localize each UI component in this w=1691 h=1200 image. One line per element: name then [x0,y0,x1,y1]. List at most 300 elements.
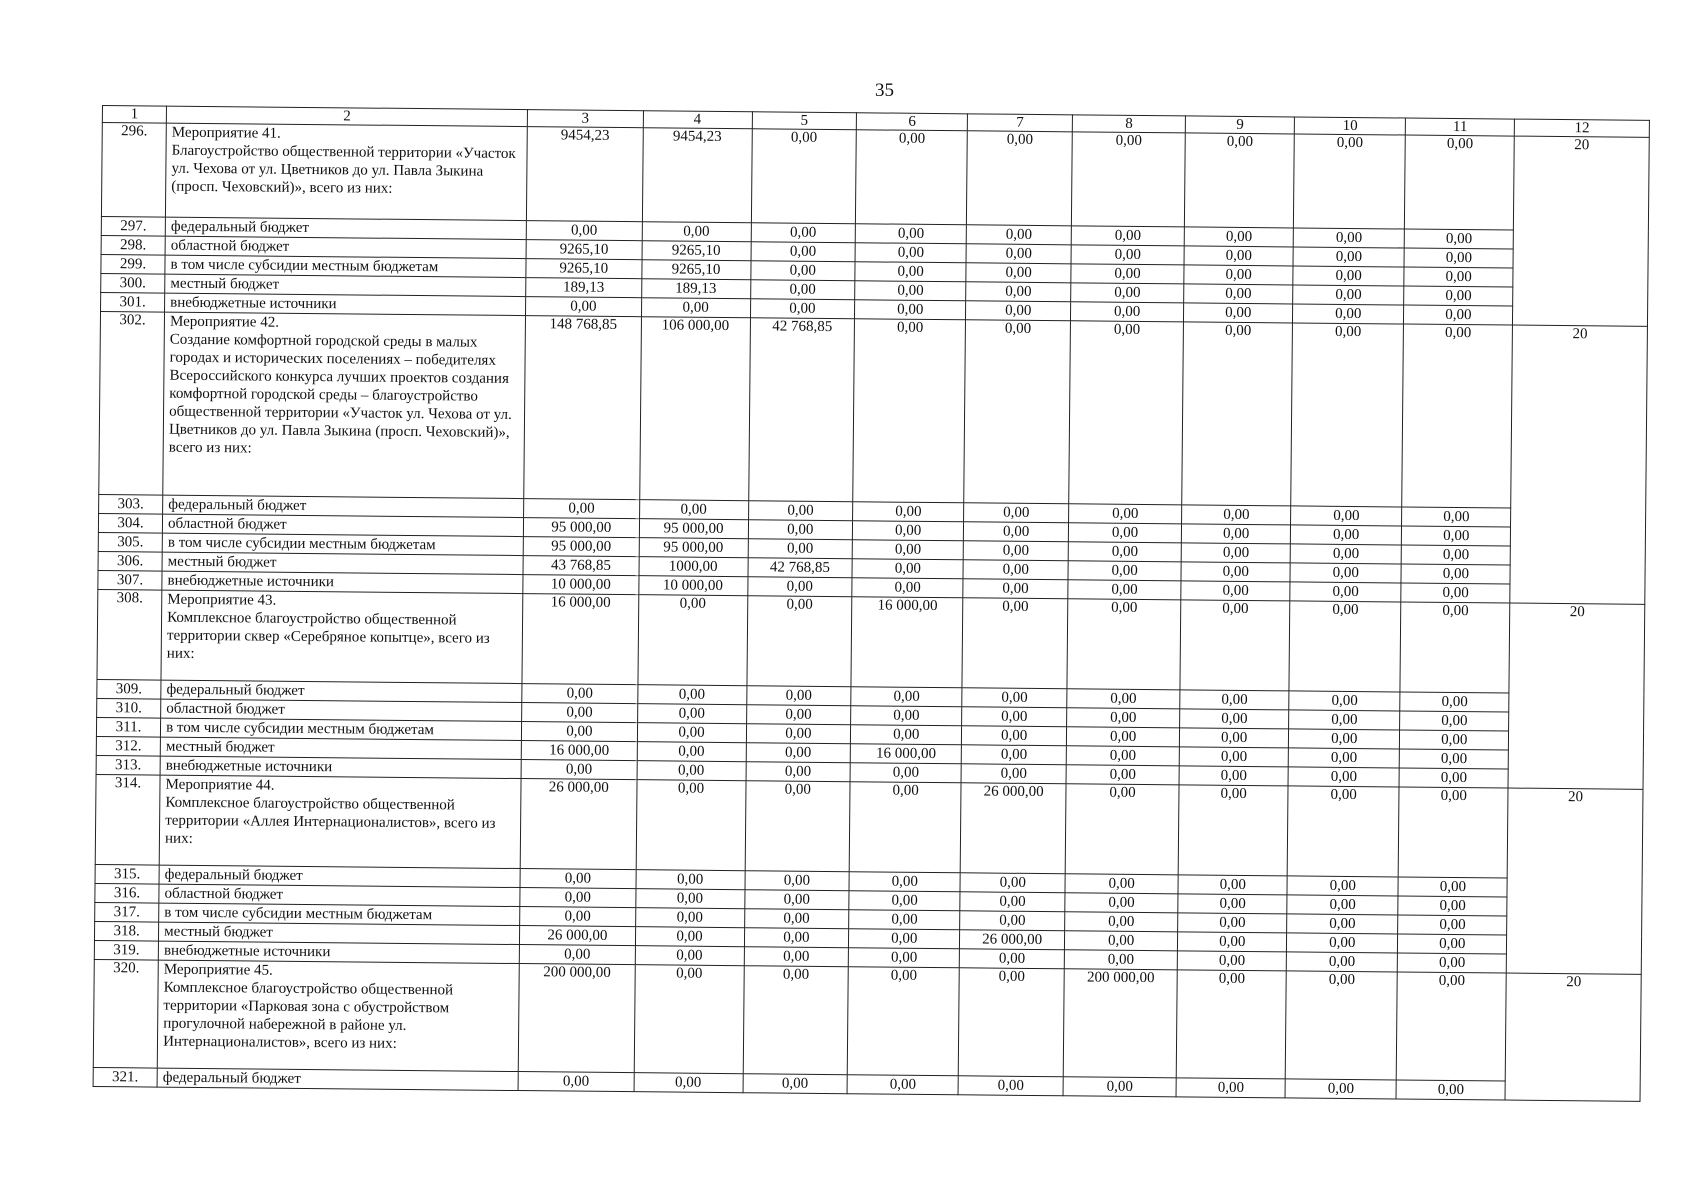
amount-cell: 0,00 [1291,506,1402,526]
amount-cell: 0,00 [966,263,1071,283]
amount-cell: 189,13 [641,279,750,299]
column-header: 5 [752,112,857,130]
amount-cell: 0,00 [962,745,1067,765]
amount-cell: 0,00 [960,892,1065,912]
amount-cell: 189,13 [526,278,642,298]
row-number: 320. [93,959,158,1068]
amount-cell: 0,00 [1065,912,1178,932]
amount-cell: 10 000,00 [523,575,639,595]
amount-cell: 0,00 [520,869,636,889]
amount-cell: 0,00 [1069,504,1182,524]
amount-cell: 0,00 [635,927,744,947]
amount-cell: 0,00 [847,1075,958,1095]
amount-cell: 0,00 [1287,914,1398,934]
funding-source: внебюджетные источники [165,293,526,315]
amount-cell: 0,00 [1286,952,1397,972]
amount-cell: 0,00 [1067,689,1180,709]
amount-cell: 0,00 [1402,507,1511,527]
amount-cell: 0,00 [853,319,966,503]
amount-cell: 0,00 [856,130,968,225]
funding-source: в том числе субсидии местным бюджетам [161,718,522,740]
amount-cell: 0,00 [852,578,963,598]
amount-cell: 0,00 [1294,134,1406,229]
row-number: 309. [97,679,161,699]
amount-cell: 0,00 [1397,972,1507,1081]
amount-cell: 0,00 [635,946,744,966]
amount-cell: 106 000,00 [639,317,750,501]
amount-cell: 0,00 [1400,602,1510,693]
amount-cell: 0,00 [1181,562,1290,582]
row-number: 317. [95,902,159,922]
amount-cell: 0,00 [1064,931,1177,951]
amount-cell: 0,00 [1184,303,1293,323]
amount-cell: 0,00 [849,891,960,911]
amount-cell: 0,00 [1065,874,1178,894]
amount-cell: 0,00 [1288,767,1399,787]
funding-source: федеральный бюджет [161,680,522,702]
amount-cell: 0,00 [1400,749,1509,769]
row-number: 306. [98,551,162,571]
amount-cell: 0,00 [520,888,636,908]
amount-cell: 0,00 [1068,523,1181,543]
funding-source: федеральный бюджет [157,1068,518,1090]
row-number: 301. [101,292,165,312]
measure-title: Мероприятие 45. Комплексное благоустройство общественной территории «Парковая зона с обустройством прогулочной набережной в районе ул. Интернационалистов», всего из них: [157,960,519,1071]
amount-cell: 0,00 [852,540,963,560]
amount-cell: 0,00 [1178,932,1287,952]
row-number: 312. [96,736,160,756]
amount-cell: 0,00 [1285,971,1397,1080]
amount-cell: 42 768,85 [748,558,853,578]
row-number: 321. [93,1067,157,1087]
amount-cell: 0,00 [1285,1079,1396,1099]
row-number: 299. [101,254,165,274]
amount-cell: 0,00 [962,707,1067,727]
amount-cell: 0,00 [1066,727,1179,747]
amount-cell: 0,00 [849,782,961,873]
amount-cell: 0,00 [750,261,855,281]
amount-cell: 0,00 [1399,768,1508,788]
amount-cell: 0,00 [634,965,744,1074]
funding-source: областной бюджет [159,884,520,906]
amount-cell: 0,00 [748,539,853,559]
amount-cell: 0,00 [1065,784,1179,875]
funding-source: внебюджетные источники [160,756,521,778]
amount-cell: 0,00 [746,596,852,687]
amount-cell: 0,00 [750,299,855,319]
amount-cell: 0,00 [1178,875,1287,895]
amount-cell: 0,00 [1064,950,1177,970]
amount-cell: 95 000,00 [639,519,748,539]
amount-cell: 0,00 [1178,894,1287,914]
amount-cell: 0,00 [745,871,850,891]
amount-cell: 0,00 [1179,766,1288,786]
amount-cell: 148 768,85 [524,316,641,500]
amount-cell: 16 000,00 [850,744,961,764]
amount-cell: 0,00 [853,521,964,541]
amount-cell: 0,00 [637,685,746,705]
amount-cell: 0,00 [1400,730,1509,750]
amount-cell: 95 000,00 [639,538,748,558]
amount-cell: 0,00 [1405,229,1514,249]
amount-cell: 0,00 [1180,690,1289,710]
amount-cell: 0,00 [849,910,960,930]
amount-cell: 0,00 [855,281,966,301]
amount-cell: 0,00 [964,522,1069,542]
amount-cell: 0,00 [743,966,849,1075]
amount-cell: 0,00 [748,520,853,540]
amount-cell: 0,00 [1400,692,1509,712]
amount-cell: 0,00 [1071,226,1184,246]
amount-cell: 0,00 [1182,505,1291,525]
amount-cell: 0,00 [636,780,746,871]
amount-cell: 0,00 [1184,284,1293,304]
amount-cell: 0,00 [639,500,748,520]
measure-title: Мероприятие 42. Создание комфортной городской среды в малых городах и исторических поселениях – победителях Всероссийского конкурса лучших проектов создания комфортной городской среды – благоустройство общественной территории «Участок ул. Чехова от ул. Цветников до ул. Павла Зыкина (просп. Чеховский)», всего из них: [163,312,526,498]
funding-source: областной бюджет [162,514,523,536]
amount-cell: 0,00 [750,280,855,300]
amount-cell: 0,00 [962,598,1068,689]
amount-cell: 0,00 [960,873,1065,893]
amount-cell: 0,00 [1184,246,1293,266]
amount-cell: 0,00 [1067,708,1180,728]
row-number: 305. [98,532,162,552]
amount-cell: 200 000,00 [1063,969,1177,1078]
row-number: 314. [95,774,160,865]
amount-cell: 16 000,00 [851,597,963,688]
amount-cell: 0,00 [1400,711,1509,731]
funding-source: в том числе субсидии местным бюджетам [162,533,523,555]
amount-cell: 0,00 [1176,970,1286,1079]
amount-cell: 0,00 [1181,581,1290,601]
amount-cell: 0,00 [852,559,963,579]
amount-cell: 0,00 [635,889,744,909]
amount-cell: 0,00 [1293,228,1404,248]
funding-source: в том числе субсидии местным бюджетам [165,255,526,277]
amount-cell: 0,00 [746,705,851,725]
amount-cell: 0,00 [1405,135,1515,230]
row-number: 318. [94,921,158,941]
amount-cell: 0,00 [637,723,746,743]
amount-cell: 0,00 [966,244,1071,264]
row-number: 296. [101,123,166,218]
amount-cell: 0,00 [1398,877,1507,897]
amount-cell: 0,00 [524,499,640,519]
amount-cell: 0,00 [1185,133,1295,228]
column-header: 2 [166,106,527,126]
amount-cell: 0,00 [963,579,1068,599]
amount-cell: 95 000,00 [523,537,639,557]
column-header: 1 [102,106,166,124]
funding-source: федеральный бюджет [163,495,524,517]
amount-cell: 0,00 [1067,599,1181,690]
row-number: 313. [96,755,160,775]
row-number: 310. [97,698,161,718]
funding-source: областной бюджет [161,699,522,721]
measure-title: Мероприятие 44. Комплексное благоустройство общественной территории «Аллея Интернационалистов», всего из них: [159,775,521,868]
amount-cell: 0,00 [1398,953,1507,973]
amount-cell: 0,00 [1293,247,1404,267]
amount-cell: 0,00 [851,706,962,726]
funding-source: внебюджетные источники [158,941,519,963]
funding-source: федеральный бюджет [165,217,526,239]
amount-cell: 0,00 [1402,324,1513,508]
amount-cell: 0,00 [1184,227,1293,247]
amount-cell: 0,00 [963,560,1068,580]
amount-cell: 0,00 [519,945,635,965]
amount-cell: 0,00 [1289,729,1400,749]
column-header: 7 [968,114,1073,132]
amount-cell: 0,00 [1401,564,1510,584]
amount-cell: 0,00 [1404,248,1513,268]
amount-cell: 0,00 [636,870,745,890]
amount-cell: 0,00 [1290,544,1401,564]
amount-cell: 0,00 [1068,561,1181,581]
column-header: 8 [1072,115,1185,133]
funding-source: местный бюджет [162,552,523,574]
amount-cell: 0,00 [748,501,853,521]
amount-cell: 0,00 [747,577,852,597]
amount-cell: 0,00 [961,764,1066,784]
amount-cell: 0,00 [1066,746,1179,766]
row-number: 304. [98,513,162,533]
amount-cell: 0,00 [959,968,1065,1077]
amount-cell: 0,00 [1396,1080,1505,1100]
amount-cell: 0,00 [853,502,964,522]
amount-cell: 9454,23 [527,127,643,222]
amount-cell: 0,00 [521,760,637,780]
amount-cell: 9454,23 [642,128,752,223]
amount-cell: 0,00 [744,928,849,948]
amount-cell: 0,00 [744,909,849,929]
amount-cell: 0,00 [1181,543,1290,563]
amount-cell: 0,00 [967,131,1073,226]
amount-cell: 0,00 [526,221,642,241]
amount-cell: 0,00 [522,684,638,704]
amount-cell: 0,00 [1398,787,1508,878]
column-header: 9 [1186,116,1295,134]
amount-cell: 26 000,00 [520,779,636,870]
amount-cell: 26 000,00 [960,783,1066,874]
column-header: 4 [643,111,752,129]
amount-cell: 0,00 [1404,267,1513,287]
amount-cell: 0,00 [1287,933,1398,953]
amount-cell: 0,00 [855,300,966,320]
amount-cell: 0,00 [1068,580,1181,600]
measure-row [101,123,1649,232]
amount-cell: 9265,10 [526,240,642,260]
amount-cell: 0,00 [520,907,636,927]
amount-cell: 0,00 [638,595,748,686]
amount-cell: 9265,10 [526,259,642,279]
amount-cell: 0,00 [746,743,851,763]
amount-cell: 0,00 [967,225,1072,245]
funding-source: в том числе субсидии местным бюджетам [159,903,520,925]
column-header: 6 [857,113,968,131]
indicator-cell: 20 [1507,788,1643,974]
amount-cell: 0,00 [522,703,638,723]
row-number: 316. [95,883,159,903]
amount-cell: 95 000,00 [524,518,640,538]
amount-cell: 0,00 [1066,765,1179,785]
amount-cell: 0,00 [962,726,1067,746]
funding-source: федеральный бюджет [159,865,520,887]
row-number: 308. [97,589,162,680]
amount-cell: 0,00 [1291,323,1404,507]
amount-cell: 0,00 [1180,600,1290,691]
column-header: 3 [527,110,643,128]
amount-cell: 0,00 [744,947,849,967]
measure-row [97,589,1645,694]
amount-cell: 0,00 [637,761,746,781]
amount-cell: 0,00 [1068,542,1181,562]
amount-cell: 0,00 [642,222,751,242]
amount-cell: 0,00 [966,301,1071,321]
amount-cell: 0,00 [1063,1077,1176,1097]
amount-cell: 0,00 [848,948,959,968]
amount-cell: 0,00 [526,297,642,317]
amount-cell: 0,00 [1178,913,1287,933]
amount-cell: 0,00 [1290,582,1401,602]
amount-cell: 0,00 [1287,786,1399,877]
amount-cell: 0,00 [1179,747,1288,767]
amount-cell: 0,00 [1404,305,1513,325]
amount-cell: 0,00 [1071,132,1185,227]
column-header: 10 [1294,117,1405,135]
amount-cell: 200 000,00 [518,964,634,1073]
funding-source: внебюджетные источники [162,571,523,593]
amount-cell: 0,00 [1070,302,1183,322]
amount-cell: 0,00 [641,298,750,318]
amount-cell: 0,00 [1180,728,1289,748]
amount-cell: 43 768,85 [523,556,639,576]
indicator-cell: 20 [1505,973,1641,1101]
amount-cell: 0,00 [855,224,966,244]
amount-cell: 0,00 [1180,709,1289,729]
amount-cell: 0,00 [1289,710,1400,730]
amount-cell: 0,00 [849,872,960,892]
amount-cell: 0,00 [746,762,851,782]
amount-cell: 0,00 [1182,322,1293,506]
measure-row [93,959,1641,1082]
amount-cell: 0,00 [743,1074,848,1094]
row-number: 302. [99,311,165,495]
row-number: 300. [101,273,165,293]
amount-cell: 0,00 [966,282,1071,302]
amount-cell: 0,00 [751,242,856,262]
amount-cell: 0,00 [1287,895,1398,915]
amount-cell: 0,00 [751,223,856,243]
amount-cell: 0,00 [1291,525,1402,545]
row-number: 303. [99,494,163,514]
funding-source: местный бюджет [159,922,520,944]
amount-cell: 42 768,85 [748,318,854,502]
amount-cell: 0,00 [1177,951,1286,971]
amount-cell: 0,00 [964,320,1070,504]
amount-cell: 0,00 [851,725,962,745]
column-header: 12 [1515,119,1650,137]
amount-cell: 0,00 [855,262,966,282]
row-number: 297. [101,216,165,236]
amount-cell: 0,00 [1069,321,1184,505]
amount-cell: 0,00 [960,949,1065,969]
amount-cell: 0,00 [1293,304,1404,324]
amount-cell: 0,00 [637,704,746,724]
amount-cell: 0,00 [745,781,851,872]
amount-cell: 0,00 [1398,896,1507,916]
row-number: 311. [96,717,160,737]
amount-cell: 9265,10 [641,260,750,280]
amount-cell: 0,00 [522,722,638,742]
amount-cell: 0,00 [849,929,960,949]
amount-cell: 0,00 [1178,785,1288,876]
amount-cell: 0,00 [1182,524,1291,544]
amount-cell: 9265,10 [642,241,751,261]
amount-cell: 0,00 [850,763,961,783]
amount-cell: 0,00 [1065,893,1178,913]
amount-cell: 0,00 [637,742,746,762]
funding-source: местный бюджет [160,737,521,759]
amount-cell: 0,00 [964,541,1069,561]
amount-cell: 0,00 [1071,264,1184,284]
amount-cell: 0,00 [1176,1078,1285,1098]
amount-cell: 0,00 [855,243,966,263]
measure-title: Мероприятие 41. Благоустройство общественной территории «Участок ул. Чехова от ул. Цветников до ул. Павла Зыкина (просп. Чеховский)», всего из них: [166,123,528,220]
funding-source: областной бюджет [165,236,526,258]
row-number: 315. [95,864,159,884]
amount-cell: 0,00 [1290,563,1401,583]
amount-cell: 0,00 [751,129,857,224]
row-number: 307. [98,570,162,590]
amount-cell: 0,00 [960,911,1065,931]
funding-source: местный бюджет [165,274,526,296]
amount-cell: 0,00 [1398,915,1507,935]
measure-row [99,311,1648,509]
amount-cell: 26 000,00 [960,930,1065,950]
amount-cell: 0,00 [1288,748,1399,768]
amount-cell: 0,00 [1071,283,1184,303]
amount-cell: 0,00 [1071,245,1184,265]
amount-cell: 0,00 [1398,934,1507,954]
indicator-cell: 20 [1510,325,1647,604]
amount-cell: 0,00 [1289,691,1400,711]
row-number: 319. [94,940,158,960]
amount-cell: 1000,00 [639,557,748,577]
amount-cell: 0,00 [744,890,849,910]
indicator-cell: 20 [1508,603,1644,789]
amount-cell: 0,00 [1293,266,1404,286]
row-number: 298. [101,235,165,255]
amount-cell: 0,00 [1401,545,1510,565]
amount-cell: 0,00 [1402,526,1511,546]
budget-table [93,105,1650,1102]
amount-cell: 10 000,00 [638,576,747,596]
amount-cell: 0,00 [518,1072,634,1092]
amount-cell: 0,00 [964,503,1069,523]
amount-cell: 0,00 [962,688,1067,708]
amount-cell: 0,00 [958,1076,1063,1096]
amount-cell: 0,00 [1401,583,1510,603]
amount-cell: 26 000,00 [520,926,636,946]
measure-title: Мероприятие 43. Комплексное благоустройство общественной территории сквер «Серебряное копытце», всего из них: [161,590,523,683]
amount-cell: 0,00 [746,686,851,706]
measure-row [95,774,1643,879]
amount-cell: 0,00 [851,687,962,707]
amount-cell: 0,00 [1289,601,1401,692]
page-number: 35 [875,80,894,101]
amount-cell: 0,00 [1404,286,1513,306]
amount-cell: 0,00 [634,1073,743,1093]
